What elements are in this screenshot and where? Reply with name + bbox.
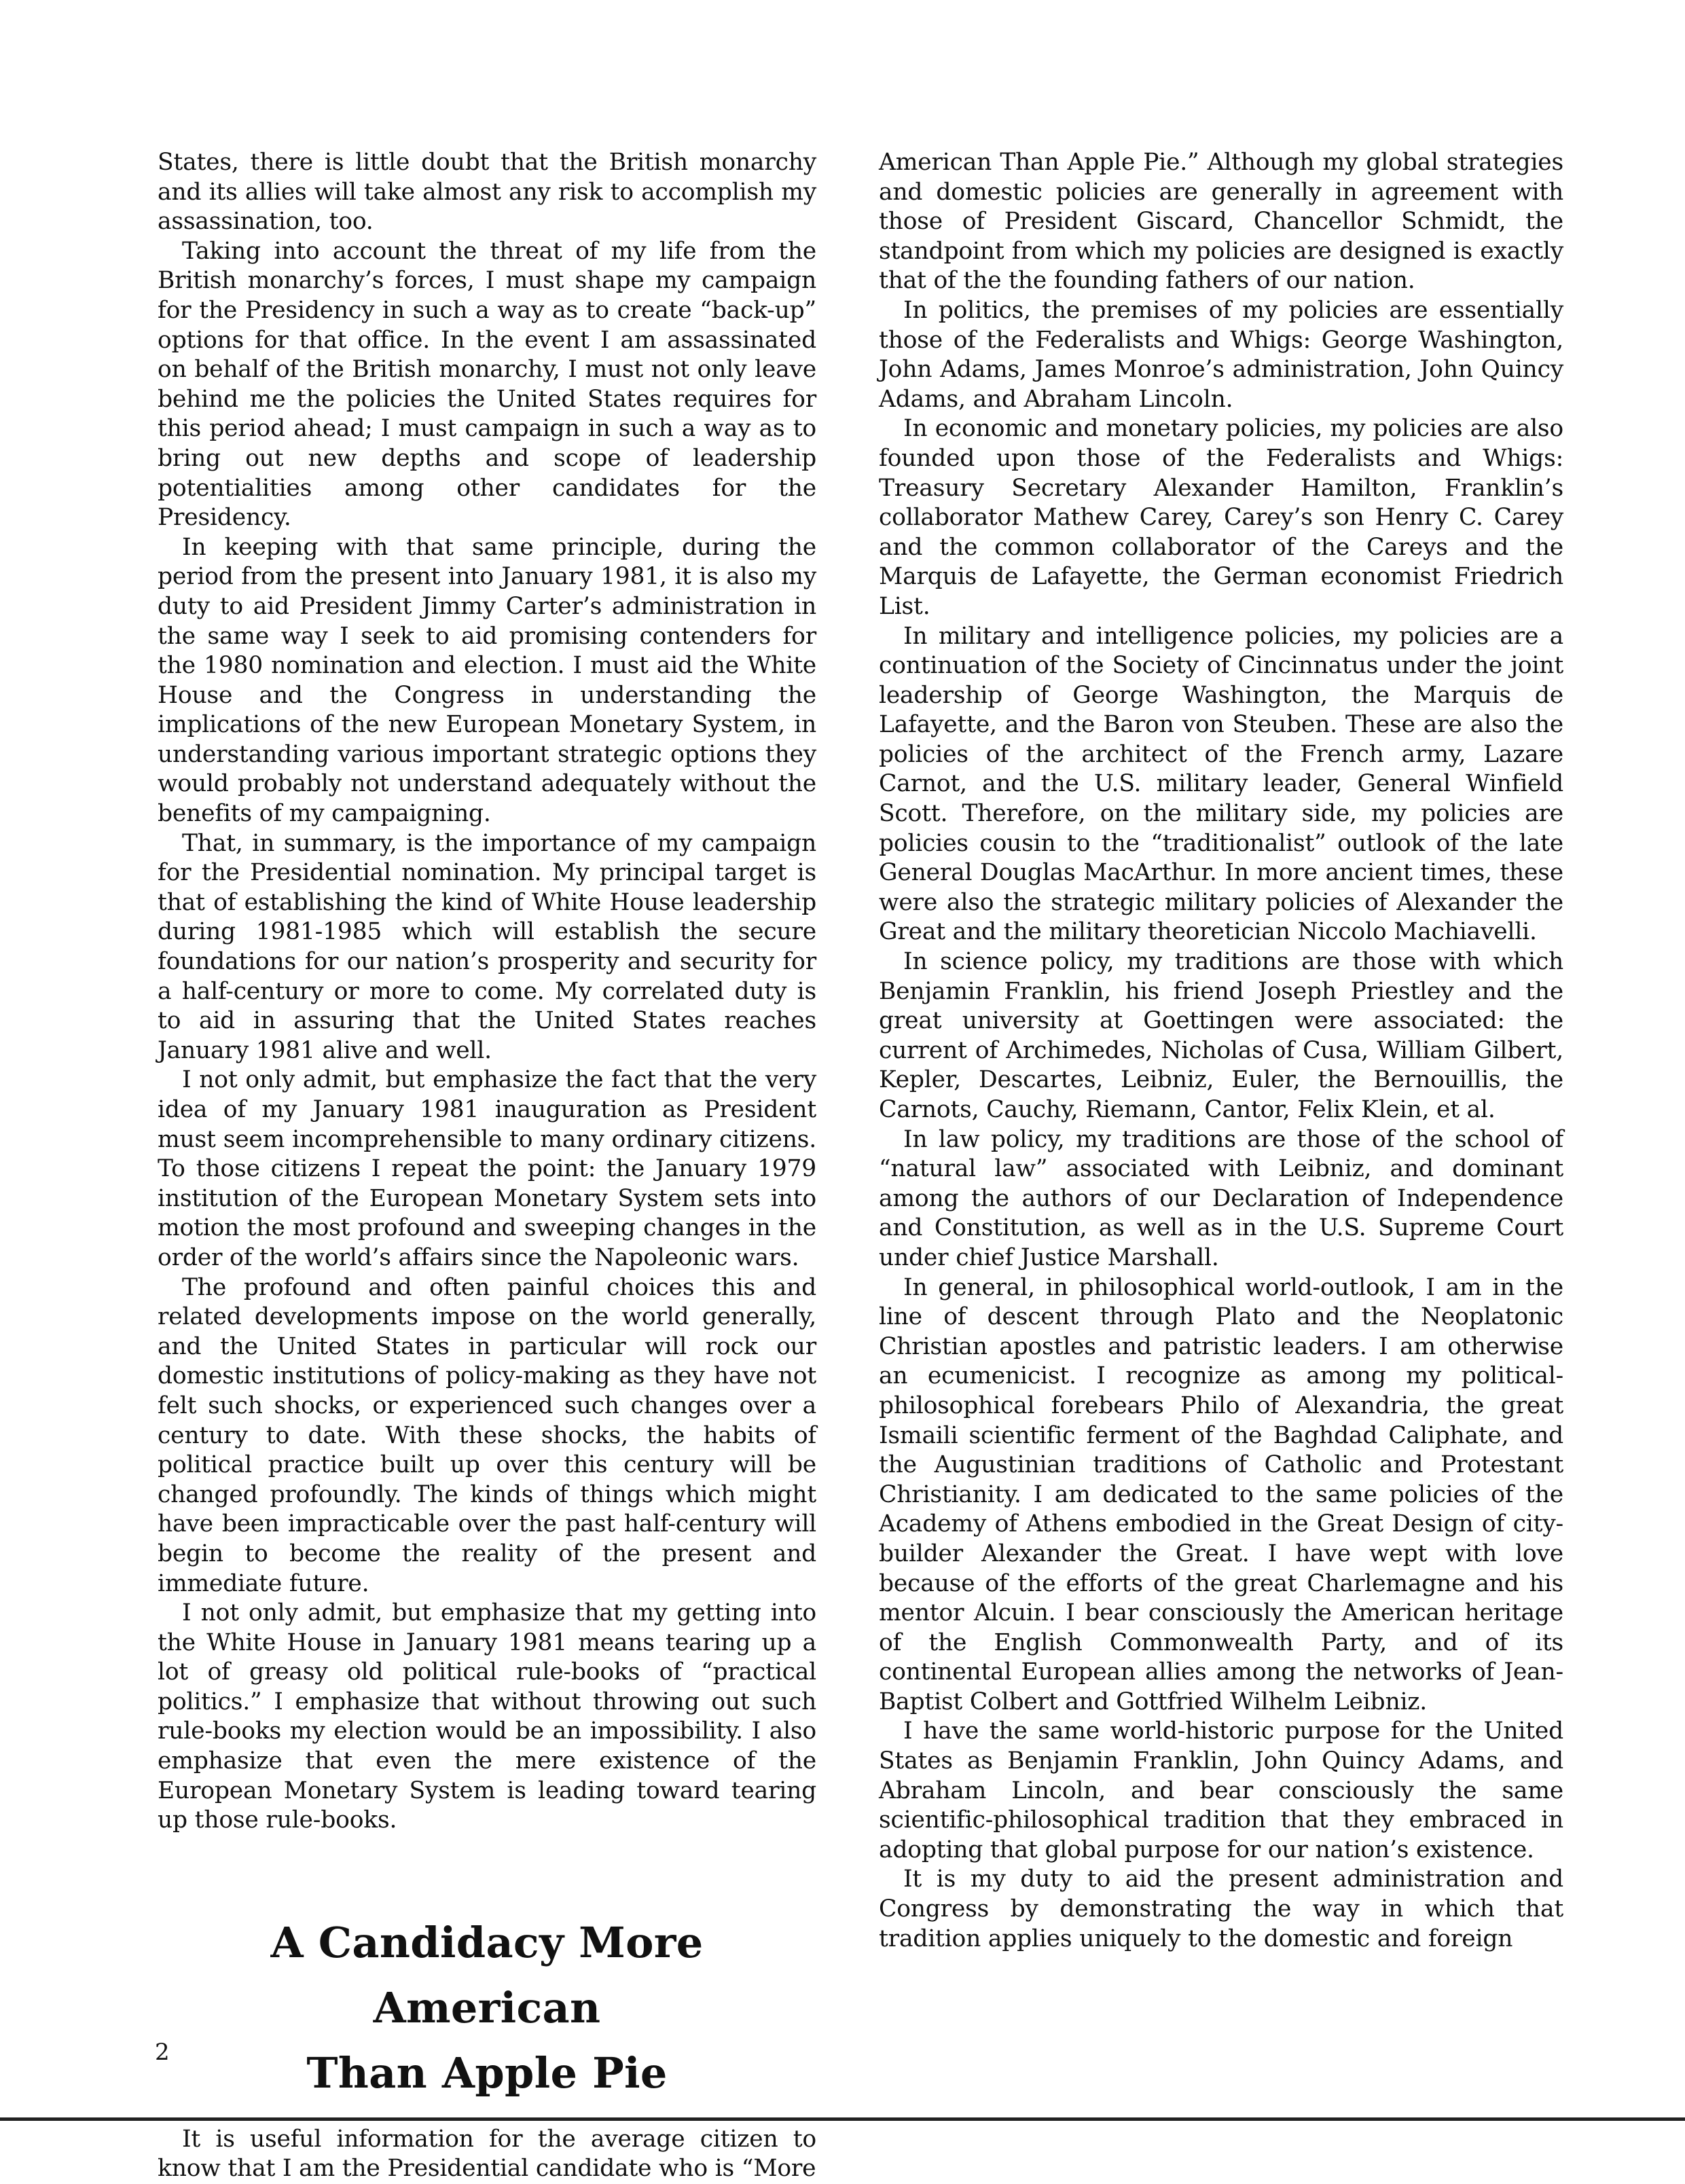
bottom-rule — [0, 2117, 1685, 2121]
left-column — [158, 148, 816, 2184]
paragraph: That, in summary, is the importance of my campaign for the Presidential nomination. My principal target is that of establishing the kind of White House leadership during 1981-1985 which will establish the secure foundations for our nation’s prosperity and security for a half-century or more to come. My correlated duty is to aid in assuring that the United States reaches January 1981 alive and well. — [158, 829, 816, 1064]
paragraph: In economic and monetary policies, my policies are also founded upon those of the Federalists and Whigs: Treasury Secretary Alexander Hamilton, Franklin’s collaborator Mathew Carey, Carey’s son Henry C. Carey and the common collaborator of the Careys and the Marquis de Lafayette, the German economist Friedrich List. — [879, 415, 1563, 620]
paragraph: In military and intelligence policies, my policies are a continuation of the Society of Cincinnatus under the joint leadership of George Washington, the Marquis de Lafayette, and the Baron von Steuben. These are also the policies of the architect of the French army, Lazare Carnot, and the U.S. military leader, General Winfield Scott. Therefore, on the military side, my policies are policies cousin to the “traditionalist” outlook of the late General Douglas MacArthur. In more ancient times, these were also the strategic military policies of Alexander the Great and the military theoretician Niccolo Machiavelli. — [879, 622, 1563, 946]
paragraph: The profound and often painful choices this and related developments impose on the world generally, and the United States in particular will rock our domestic institutions of policy-making as they have not felt such shocks, or experienced such changes over a century to date. With these shocks, the habits of political practice built up over this century will be changed profoundly. The kinds of things which might have been impracticable over the past half-century will begin to become the reality of the present and immediate future. — [158, 1273, 816, 1597]
paragraph: Taking into account the threat of my life from the British monarchy’s forces, I must shape my campaign for the Presidency in such a way as to create “back-up” options for that office. In the event I am assassinated on behalf of the British monarchy, I must not only leave behind me the policies the United States requires for this period ahead; I must campaign in such a way as to bring out new depths and scope of leadership potentialities among other candidates for the Presidency. — [158, 237, 816, 532]
paragraph: I not only admit, but emphasize that my getting into the White House in January 1981 means tearing up a lot of greasy old political rule-books of “practical politics.” I emphasize that without throwing out such rule-books my election would be an impossibility. I also emphasize that even the mere existence of the European Monetary System is leading toward tearing up those rule-books. — [158, 1599, 816, 1834]
paragraph: States, there is little doubt that the British monarchy and its allies will take almost any risk to accomplish my assassination, too. — [158, 149, 816, 236]
right-column — [879, 148, 1563, 1954]
section-heading — [158, 1910, 816, 2106]
paragraph: I have the same world-historic purpose for the United States as Benjamin Franklin, John Quincy Adams, and Abraham Lincoln, and bear consciously the same scientific-philosophical tradition that they embraced in adopting that global purpose for our nation’s existence. — [879, 1717, 1563, 1863]
page-number: 2 — [155, 2039, 170, 2066]
paragraph: In law policy, my traditions are those of the school of “natural law” associated with Leibniz, and dominant among the authors of our Declaration of Independence and Constitution, as well as in the U.S. Supreme Court under chief Justice Marshall. — [879, 1125, 1563, 1271]
paragraph: In general, in philosophical world-outlook, I am in the line of descent through Plato and the Neoplatonic Christian apostles and patristic leaders. I am otherwise an ecumenicist. I recognize as among my political-philosophical forebears Philo of Alexandria, the great Ismaili scientific ferment of the Baghdad Caliphate, and the Augustinian traditions of Catholic and Protestant Christianity. I am dedicated to the same policies of the Academy of Athens embodied in the Great Design of city-builder Alexander the Great. I have wept with love because of the efforts of the great Charlemagne and his mentor Alcuin. I bear consciously the American heritage of the English Commonwealth Party, and of its continental European allies among the networks of Jean-Baptist Colbert and Gottfried Wilhelm Leibniz. — [879, 1273, 1563, 1715]
section-heading-line: Than Apple Pie — [306, 2047, 668, 2098]
paragraph: In politics, the premises of my policies are essentially those of the Federalists and Whigs: George Washington, John Adams, James Monroe’s administration, John Quincy Adams, and Abraham Lincoln. — [879, 296, 1563, 413]
section-heading-line: A Candidacy More American — [270, 1917, 704, 2033]
paragraph: American Than Apple Pie.” Although my global strategies and domestic policies are generally in agreement with those of President Giscard, Chancellor Schmidt, the standpoint from which my policies are designed is exactly that of the the founding fathers of our nation. — [879, 149, 1563, 295]
paragraph: In keeping with that same principle, during the period from the present into January 1981, it is also my duty to aid President Jimmy Carter’s administration in the same way I seek to aid promising contenders for the 1980 nomination and election. I must aid the White House and the Congress in understanding the implications of the new European Monetary System, in understanding various important strategic options they would probably not understand adequately without the benefits of my campaigning. — [158, 533, 816, 828]
paragraph: It is my duty to aid the present administration and Congress by demonstrating the way in which that tradition applies uniquely to the domestic and foreign — [879, 1866, 1563, 1952]
paragraph: I not only admit, but emphasize the fact that the very idea of my January 1981 inauguration as President must seem incomprehensible to many ordinary citizens. To those citizens I repeat the point: the January 1979 institution of the European Monetary System sets into motion the most profound and sweeping changes in the order of the world’s affairs since the Napoleonic wars. — [158, 1066, 816, 1271]
paragraph: It is useful information for the average citizen to know that I am the Presidential candidate who is “More — [158, 2125, 816, 2183]
paragraph: In science policy, my traditions are those with which Benjamin Franklin, his friend Joseph Priestley and the great university at Goettingen were associated: the current of Archimedes, Nicholas of Cusa, William Gilbert, Kepler, Descartes, Leibniz, Euler, the Bernouillis, the Carnots, Cauchy, Riemann, Cantor, Felix Klein, et al. — [879, 948, 1563, 1123]
